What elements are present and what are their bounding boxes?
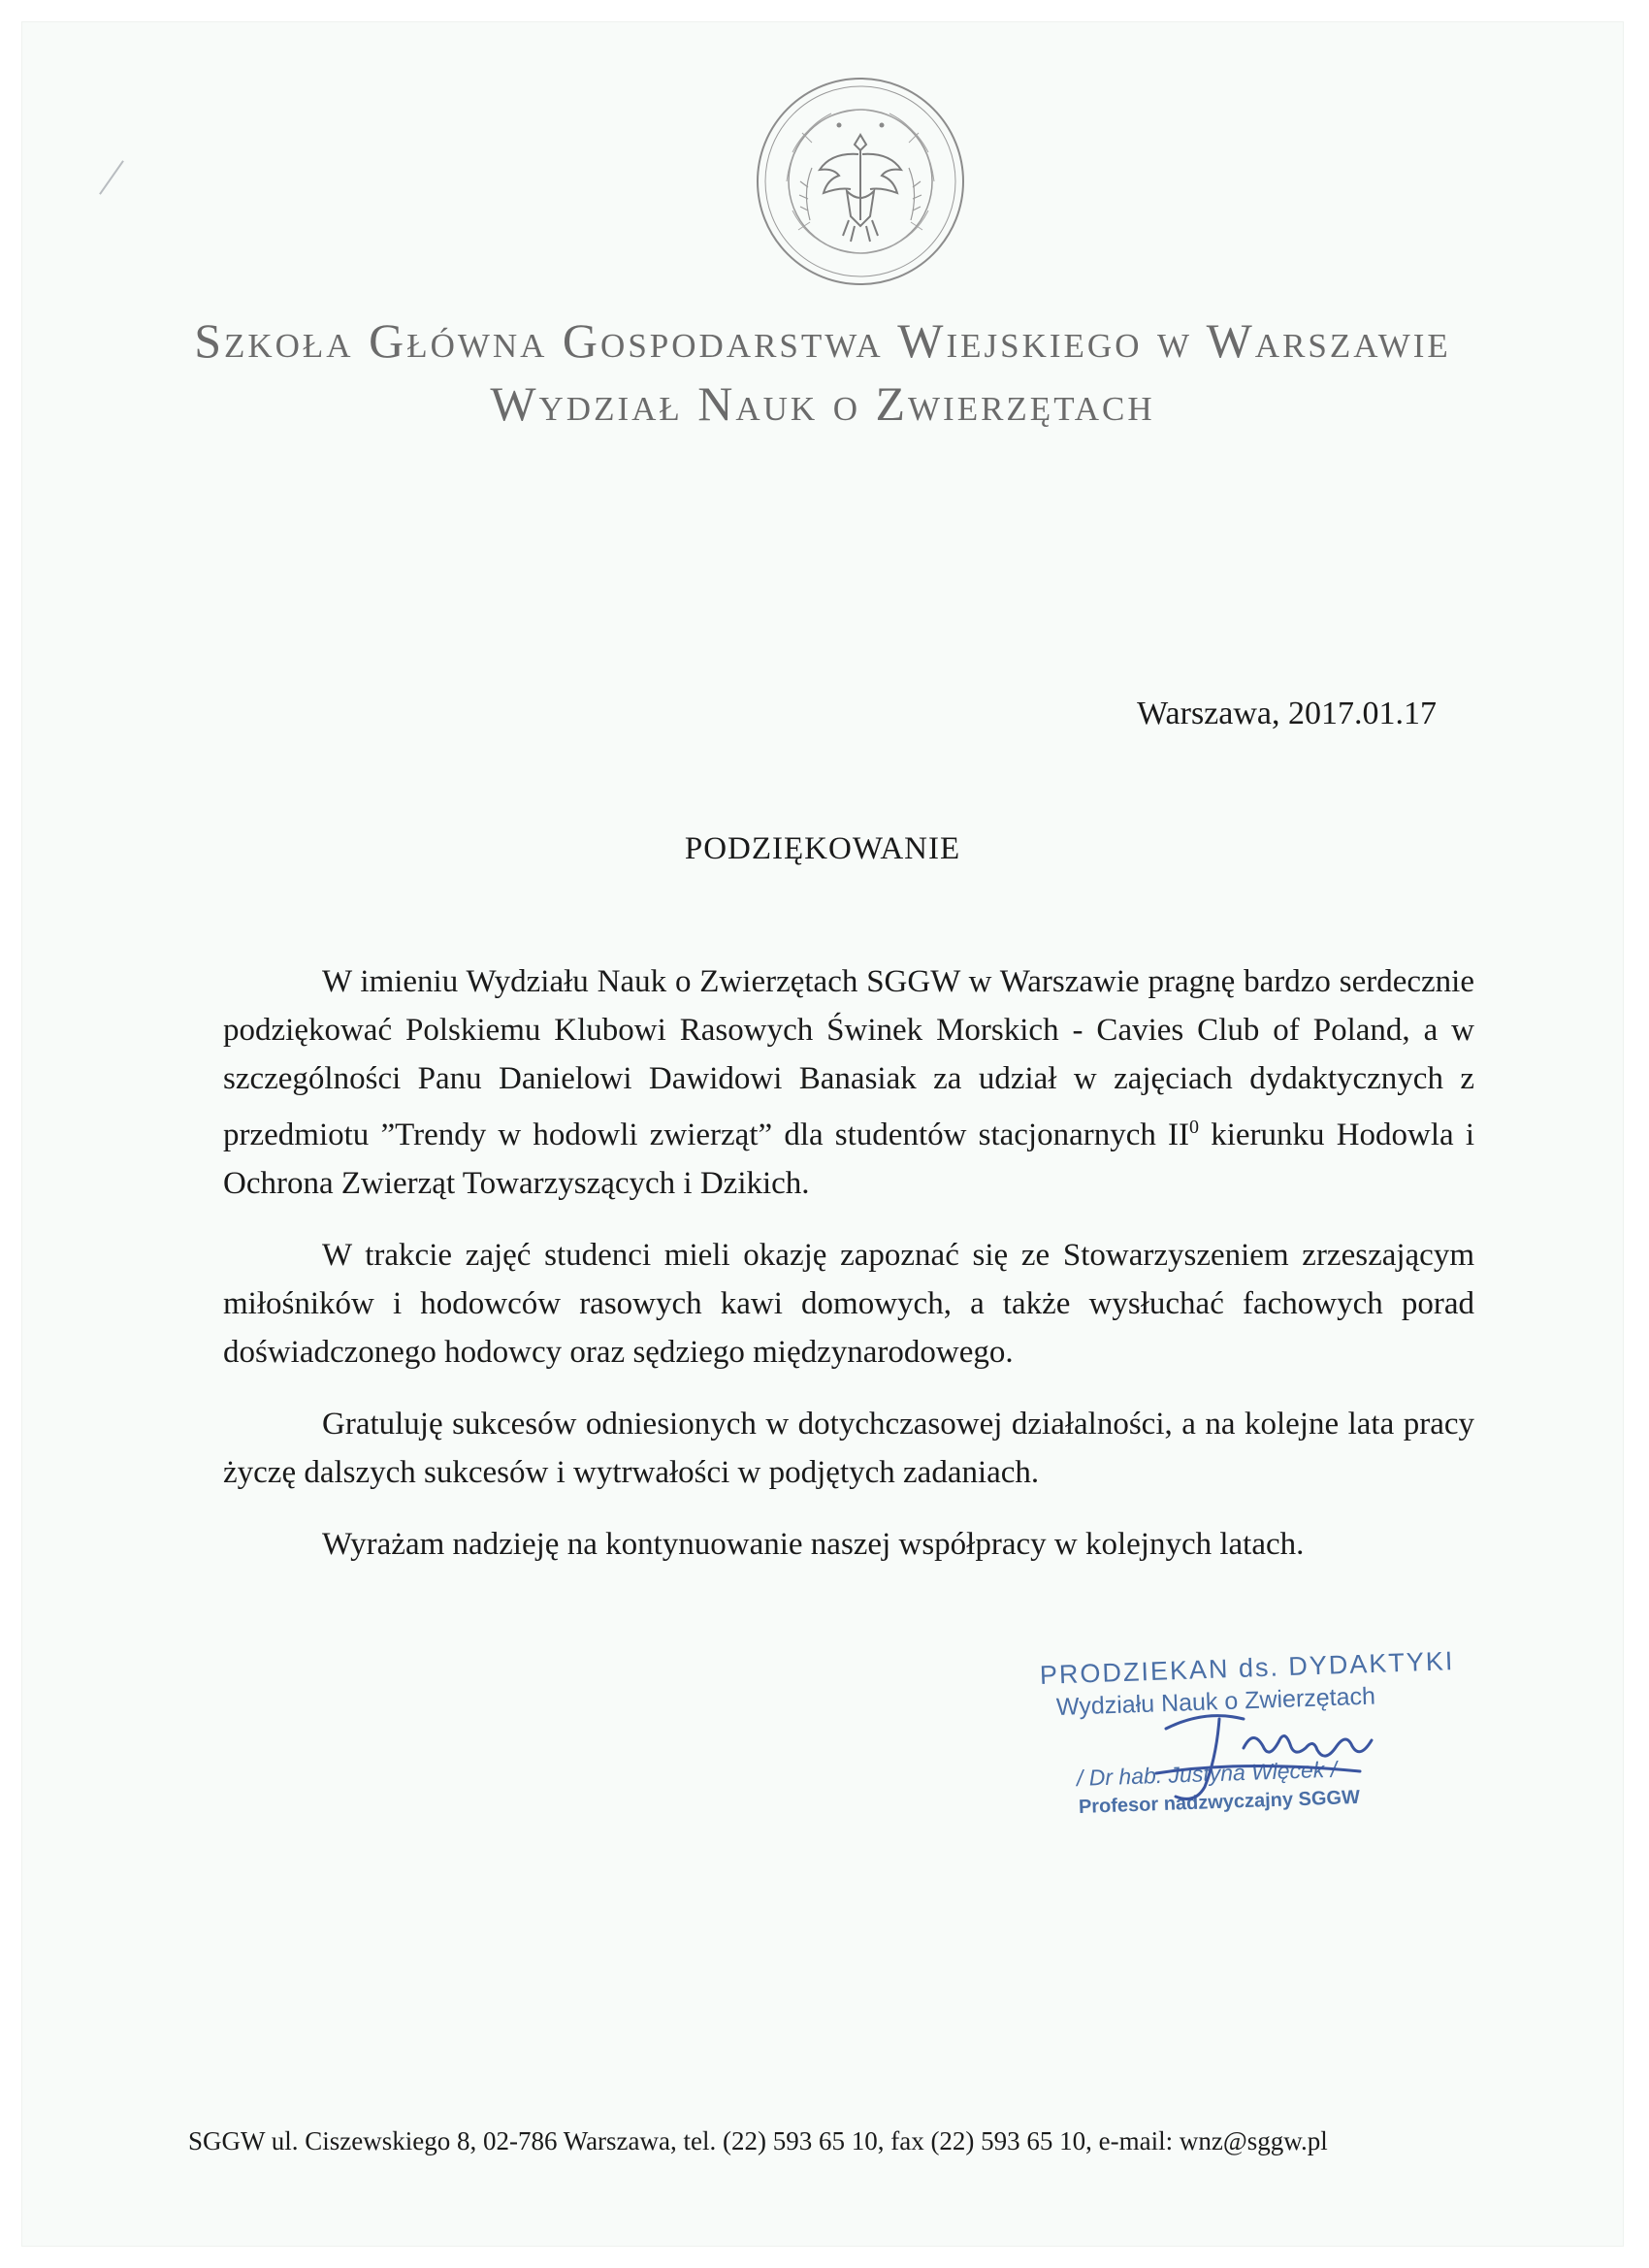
- paragraph-1-text-b: kierunku Hodowla i Ochrona Zwierząt Towarzyszących i Dzikich.: [223, 1118, 1475, 1201]
- university-name: Szkoła Główna Gospodarstwa Wiejskiego w Warszawie: [194, 313, 1451, 368]
- date-line: Warszawa, 2017.01.17: [1137, 696, 1437, 731]
- paragraph-1-text-a: W imieniu Wydziału Nauk o Zwierzętach SGGW w Warszawie pragnę bardzo serdecznie podziękować Polskiemu Klubowi Rasowych Świnek Morskich - Cavies Club of Poland, a w szczególności Panu Danielowi Dawidowi Banasiak za udział w zajęciach dydaktycznych z przedmiotu ”Trendy w hodowli zwierząt” dla studentów stacjonarnych II: [223, 964, 1474, 1152]
- paragraph-2: W trakcie zajęć studenci mieli okazję zapoznać się ze Stowarzyszeniem zrzeszającym miłośników i hodowców rasowych kawi domowych, a także wysłuchać fachowych porad doświadczonego hodowcy oraz sędziego międzynarodowego.: [223, 1238, 1474, 1370]
- scan-mark: [99, 160, 124, 195]
- paragraph-3: Gratuluję sukcesów odniesionych w dotychczasowej działalności, a na kolejne lata pracy życzę dalszych sukcesów i wytrwałości w podjętych zadaniach.: [223, 1407, 1474, 1490]
- degree-superscript: 0: [1189, 1117, 1200, 1138]
- stamp-line-faculty: Wydziału Nauk o Zwierzętach: [1055, 1682, 1376, 1721]
- stamp-line-title: PRODZIEKAN ds. DYDAKTYKI: [1039, 1646, 1455, 1690]
- letter-title: PODZIĘKOWANIE: [684, 831, 961, 866]
- handwritten-signature: [1127, 1690, 1418, 1816]
- footer-contact: SGGW ul. Ciszewskiego 8, 02-786 Warszawa, tel. (22) 593 65 10, fax (22) 593 65 10, e-mail: wnz@sggw.pl: [188, 2126, 1328, 2155]
- paragraph-4: Wyrażam nadzieję na kontynuowanie naszej współpracy w kolejnych latach.: [322, 1527, 1305, 1562]
- university-seal-emblem: [754, 75, 967, 288]
- stamp-line-name: / Dr hab. Justyna Więcek /: [1076, 1756, 1338, 1791]
- stamp-line-position: Profesor nadzwyczajny SGGW: [1078, 1786, 1361, 1818]
- letter-body: [223, 957, 1474, 1592]
- faculty-name: Wydział Nauk o Zwierzętach: [490, 376, 1155, 431]
- letter-page: [21, 21, 1624, 2247]
- paragraph-1: [223, 957, 1474, 1208]
